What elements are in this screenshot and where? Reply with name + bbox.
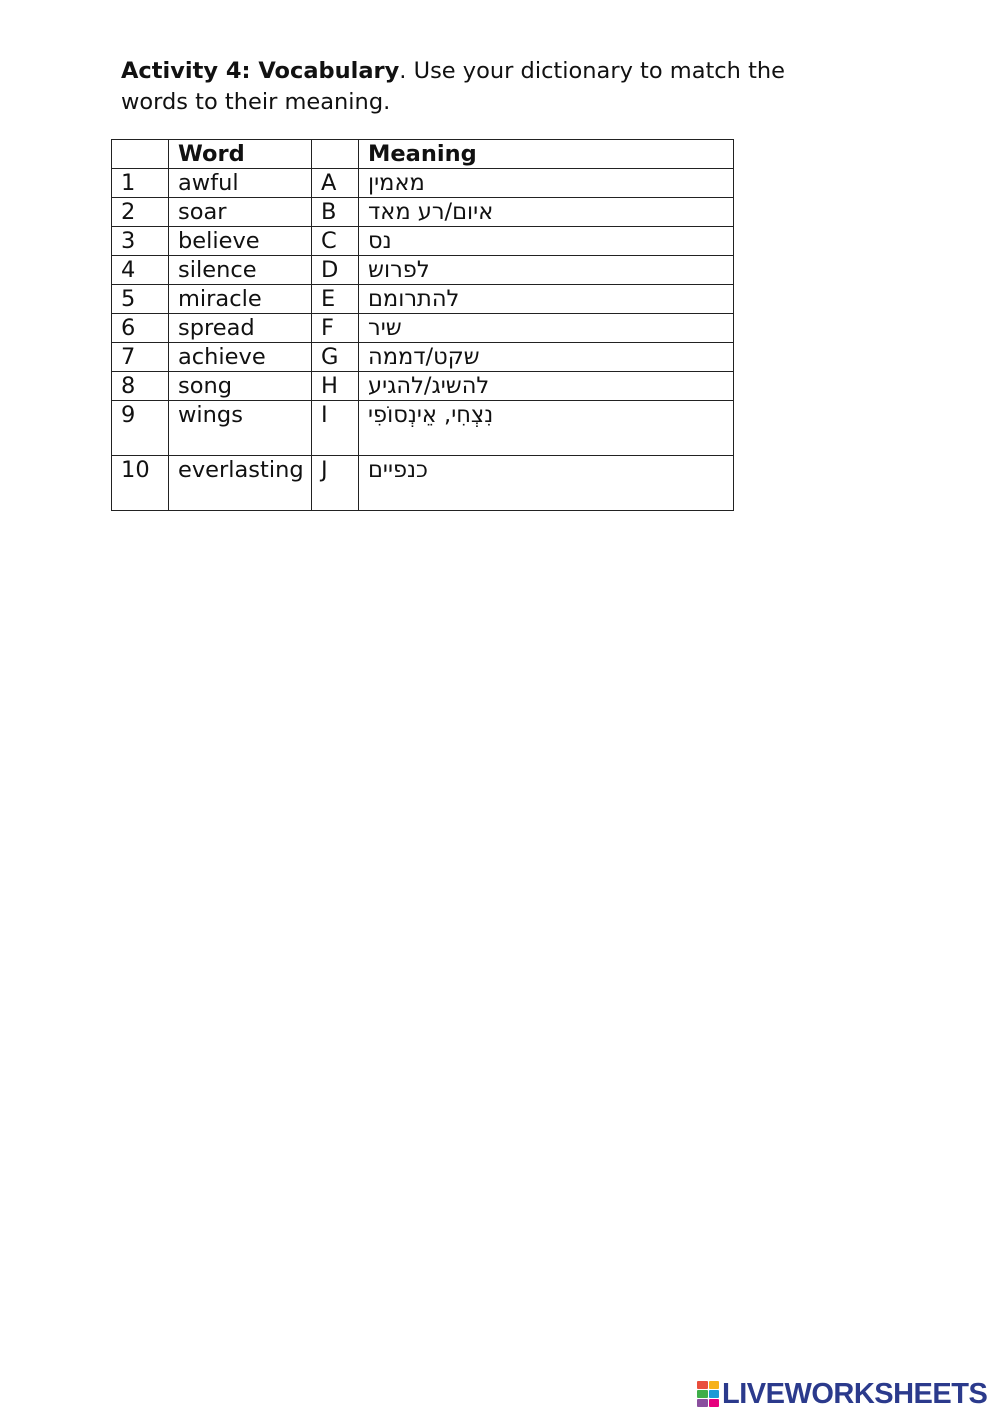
row-word: silence: [169, 256, 312, 285]
row-number: 6: [112, 314, 169, 343]
logo-square: [697, 1390, 708, 1398]
row-letter: C: [312, 227, 359, 256]
row-word: spread: [169, 314, 312, 343]
table-row: [112, 285, 734, 314]
header-word: Word: [169, 140, 312, 169]
row-number: 8: [112, 372, 169, 401]
row-meaning: [359, 227, 734, 256]
row-letter: G: [312, 343, 359, 372]
table-row: [112, 343, 734, 372]
row-number: 2: [112, 198, 169, 227]
row-meaning: [359, 456, 734, 511]
table-row: [112, 401, 734, 456]
meaning-text: להתרומם: [368, 286, 460, 312]
row-number: 1: [112, 169, 169, 198]
activity-description: . Use your dictionary to match the words to their meaning.: [121, 58, 786, 115]
row-meaning: [359, 256, 734, 285]
header-meaning: Meaning: [359, 140, 734, 169]
row-letter: E: [312, 285, 359, 314]
row-number: 9: [112, 401, 169, 456]
row-meaning: [359, 372, 734, 401]
table-row: [112, 456, 734, 511]
meaning-text: נס: [368, 228, 392, 254]
vocabulary-table: [111, 139, 734, 511]
row-letter: H: [312, 372, 359, 401]
row-meaning: [359, 198, 734, 227]
meaning-text: מאמין: [368, 170, 425, 196]
meaning-text: כנפיים: [368, 457, 428, 483]
activity-instruction: [121, 56, 841, 118]
logo-square: [709, 1390, 720, 1398]
meaning-text: שיר: [368, 315, 402, 341]
table-row: [112, 227, 734, 256]
row-word: believe: [169, 227, 312, 256]
row-word: soar: [169, 198, 312, 227]
row-meaning: [359, 169, 734, 198]
meaning-text: שקט/דממה: [368, 344, 480, 370]
row-meaning: [359, 285, 734, 314]
row-word: wings: [169, 401, 312, 456]
row-word: miracle: [169, 285, 312, 314]
meaning-text: להשיג/להגיע: [368, 373, 490, 399]
row-number: 10: [112, 456, 169, 511]
table-row: [112, 198, 734, 227]
header-letter: [312, 140, 359, 169]
row-meaning: [359, 314, 734, 343]
row-letter: F: [312, 314, 359, 343]
row-letter: J: [312, 456, 359, 511]
header-number: [112, 140, 169, 169]
row-meaning: [359, 343, 734, 372]
liveworksheets-logo[interactable]: [697, 1378, 987, 1410]
table-row: [112, 314, 734, 343]
row-number: 3: [112, 227, 169, 256]
liveworksheets-logo-icon: [697, 1381, 719, 1407]
table-row: [112, 169, 734, 198]
row-letter: A: [312, 169, 359, 198]
row-letter: D: [312, 256, 359, 285]
meaning-text: איום/רע מאד: [368, 199, 494, 225]
row-number: 7: [112, 343, 169, 372]
meaning-text: נִצְחִי, אֵינְסוֹפִי: [368, 402, 494, 428]
logo-square: [709, 1381, 720, 1389]
logo-square: [709, 1399, 720, 1407]
logo-square: [697, 1399, 708, 1407]
row-letter: B: [312, 198, 359, 227]
row-word: awful: [169, 169, 312, 198]
table-row: [112, 372, 734, 401]
activity-title: Activity 4: Vocabulary: [121, 58, 400, 84]
logo-text: LIVEWORKSHEETS: [722, 1377, 988, 1410]
row-number: 4: [112, 256, 169, 285]
row-word: achieve: [169, 343, 312, 372]
table-row: [112, 256, 734, 285]
table-header-row: [112, 140, 734, 169]
row-word: song: [169, 372, 312, 401]
meaning-text: לפרוש: [368, 257, 430, 283]
row-number: 5: [112, 285, 169, 314]
logo-square: [697, 1381, 708, 1389]
row-letter: I: [312, 401, 359, 456]
row-word: everlasting: [169, 456, 312, 511]
row-meaning: [359, 401, 734, 456]
